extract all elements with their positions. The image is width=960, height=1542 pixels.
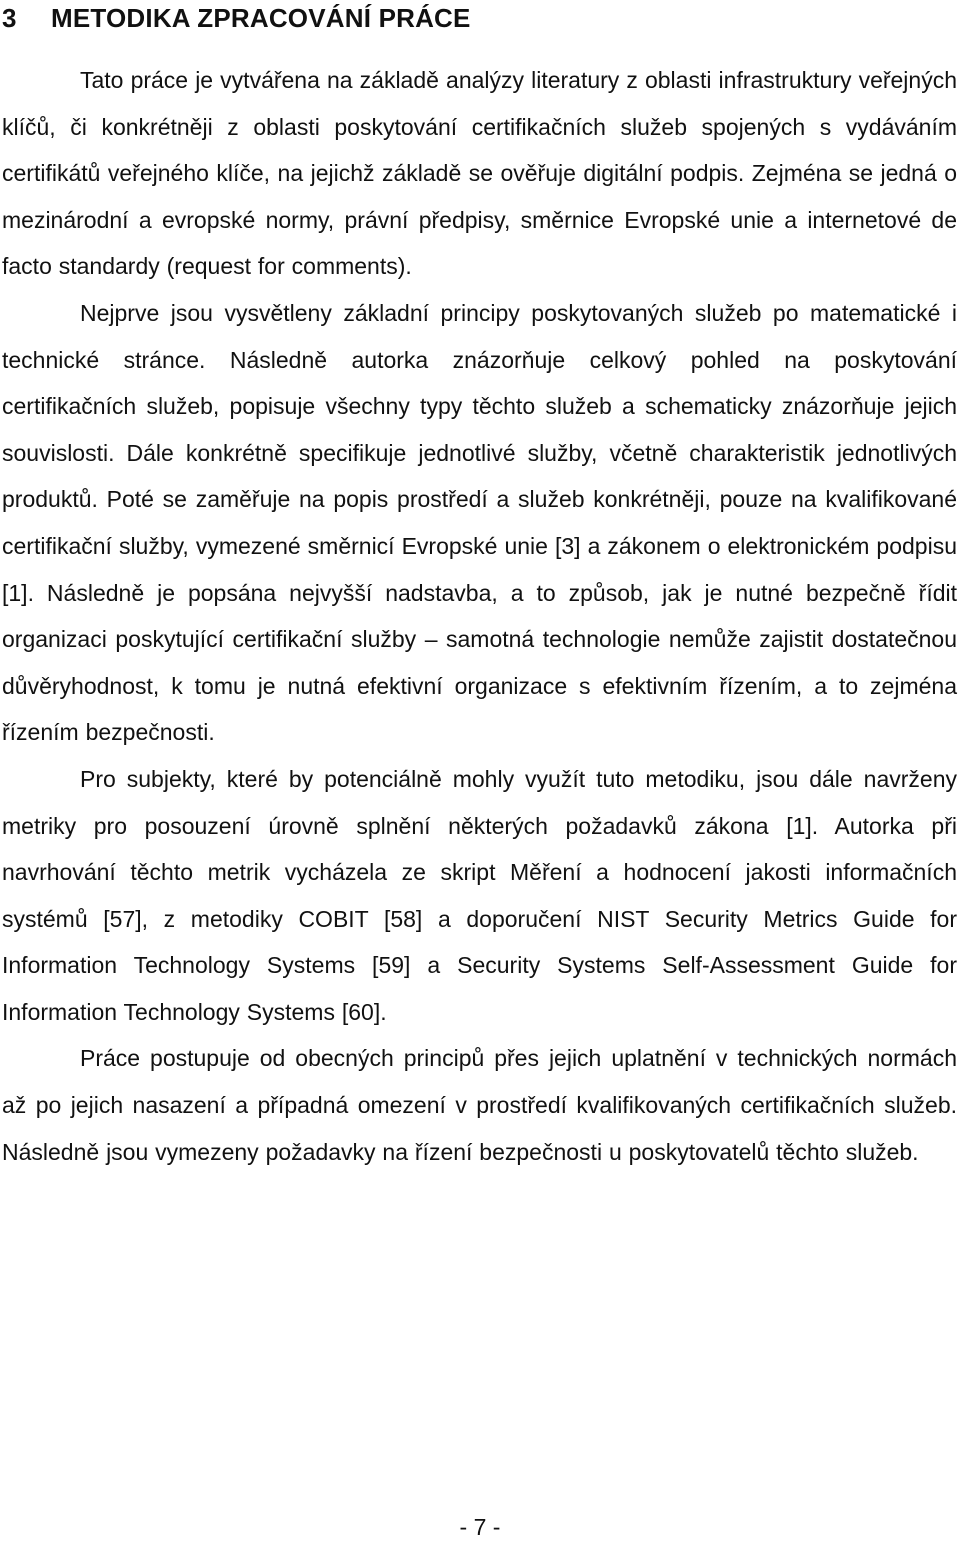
- paragraph-2: Nejprve jsou vysvětleny základní principy poskytovaných služeb po matematické i technické stránce. Následně autorka znázorňuje celkový pohled na poskytování certifikačních služeb, popisuje všechny typy těchto služeb a schematicky znázorňuje jejich souvislosti. Dále konkrétně specifikuje jednotlivé služby, včetně charakteristik jednotlivých produktů. Poté se zaměřuje na popis prostředí a služeb konkrétněji, pouze na kvalifikované certifikační služby, vymezené směrnicí Evropské unie [3] a zákonem o elektronickém podpisu [1]. Následně je popsána nejvyšší nadstavba, a to způsob, jak je nutné bezpečně řídit organizaci poskytující certifikační služby – samotná technologie nemůže zajistit dostatečnou důvěryhodnost, k tomu je nutná efektivní organizace s efektivním řízením, a to zejména řízením bezpečnosti.: [2, 299, 957, 746]
- paragraph-3: Pro subjekty, které by potenciálně mohly využít tuto metodiku, jsou dále navrženy metriky pro posouzení úrovně splnění některých požadavků zákona [1]. Autorka při navrhování těchto metrik vycházela ze skript Měření a hodnocení jakosti informačních systémů [57], z metodiky COBIT [58] a doporučení NIST Security Metrics Guide for Information Technology Systems [59] a Security Systems Self-Assessment Guide for Information Technology Systems [60].: [2, 765, 957, 1025]
- page-number: - 7 -: [459, 1514, 501, 1540]
- paragraph-1: Tato práce je vytvářena na základě analýzy literatury z oblasti infrastruktury veřejných klíčů, či konkrétněji z oblasti poskytování certifikačních služeb spojených s vydáváním certifikátů veřejného klíče, na jejichž základě se ověřuje digitální podpis. Zejména se jedná o mezinárodní a evropské normy, právní předpisy, směrnice Evropské unie a internetové de facto standardy (request for comments).: [2, 67, 957, 280]
- chapter-title: METODIKA ZPRACOVÁNÍ PRÁCE: [51, 3, 471, 33]
- chapter-heading: [2, 0, 957, 57]
- document-page: [2, 0, 957, 1175]
- chapter-number: 3: [2, 3, 17, 33]
- paragraph-4: Práce postupuje od obecných principů přes jejich uplatnění v technických normách až po jejich nasazení a případná omezení v prostředí kvalifikovaných certifikačních služeb. Následně jsou vymezeny požadavky na řízení bezpečnosti u poskytovatelů těchto služeb.: [2, 1045, 957, 1165]
